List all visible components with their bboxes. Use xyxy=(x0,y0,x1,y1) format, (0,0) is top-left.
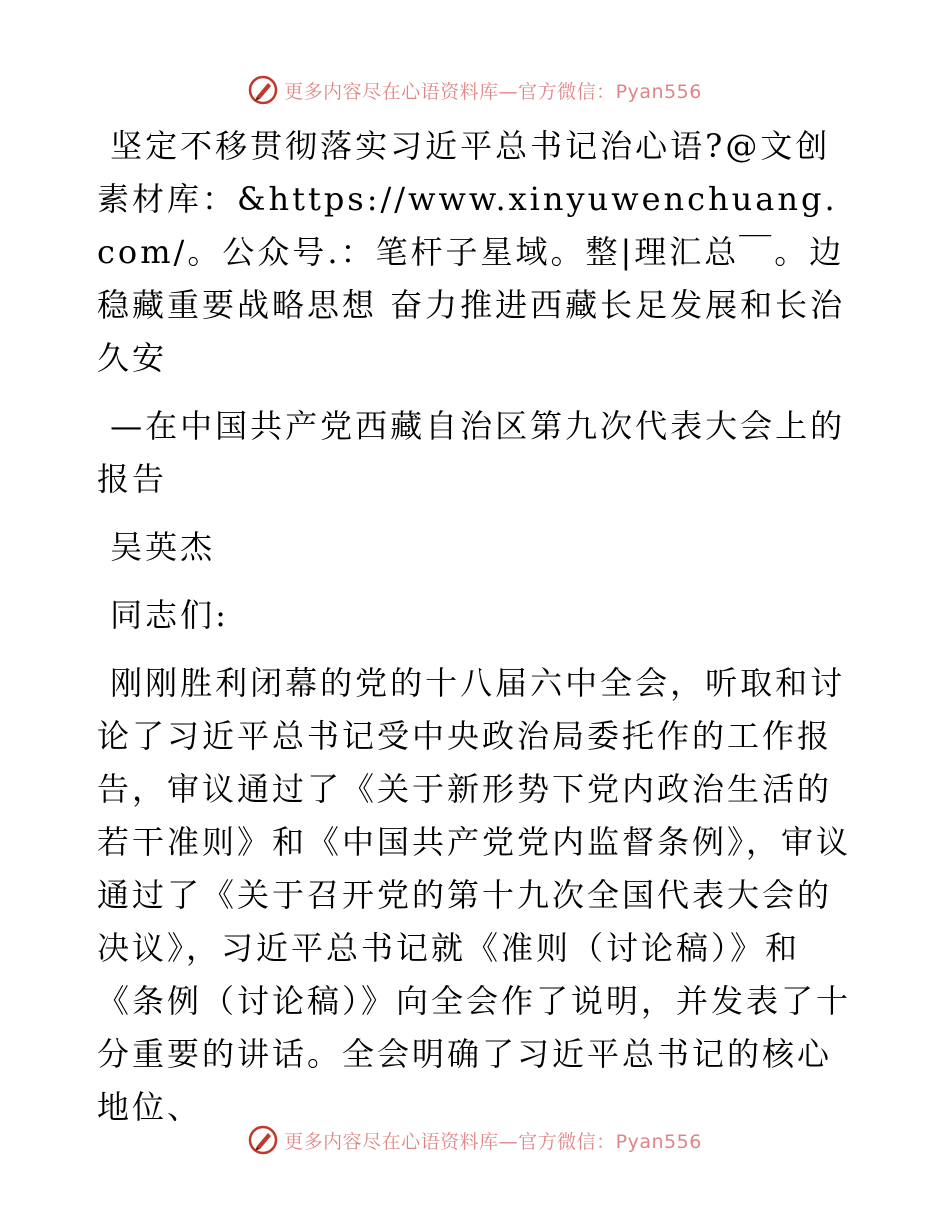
pen-logo-icon xyxy=(248,1125,278,1155)
document-title: 坚定不移贯彻落实习近平总书记治心语?@文创素材库：&https://www.xinyuwenchuang.com/。公众号.：笔杆子星域。整|理汇总￣。边稳藏重要战略思想 奋力推进西藏长足发展和长治久安 xyxy=(97,127,846,377)
document-paragraph: 刚刚胜利闭幕的党的十八届六中全会，听取和讨论了习近平总书记受中央政治局委托作的工作报告，审议通过了《关于新形势下党内政治生活的若干准则》和《中国共产党党内监督条例》，审议通过了《关于召开党的第十九次全国代表大会的决议》，习近平总书记就《准则（讨论稿）》和《条例（讨论稿）》向全会作了说明，并发表了十分重要的讲话。全会明确了习近平总书记的核心地位、 xyxy=(97,664,852,1126)
header-watermark-text: 更多内容尽在心语资料库—官方微信：Pyan556 xyxy=(284,80,702,103)
document-subtitle: —在中国共产党西藏自治区第九次代表大会上的报告 xyxy=(97,407,846,498)
pen-logo-icon xyxy=(248,75,278,105)
document-author: 吴英杰 xyxy=(97,528,216,566)
footer-watermark-banner xyxy=(0,1120,950,1160)
header-watermark-banner xyxy=(0,70,950,110)
document-body xyxy=(97,120,857,1134)
document-salutation: 同志们: xyxy=(97,596,229,634)
footer-watermark-text: 更多内容尽在心语资料库—官方微信：Pyan556 xyxy=(284,1130,702,1153)
